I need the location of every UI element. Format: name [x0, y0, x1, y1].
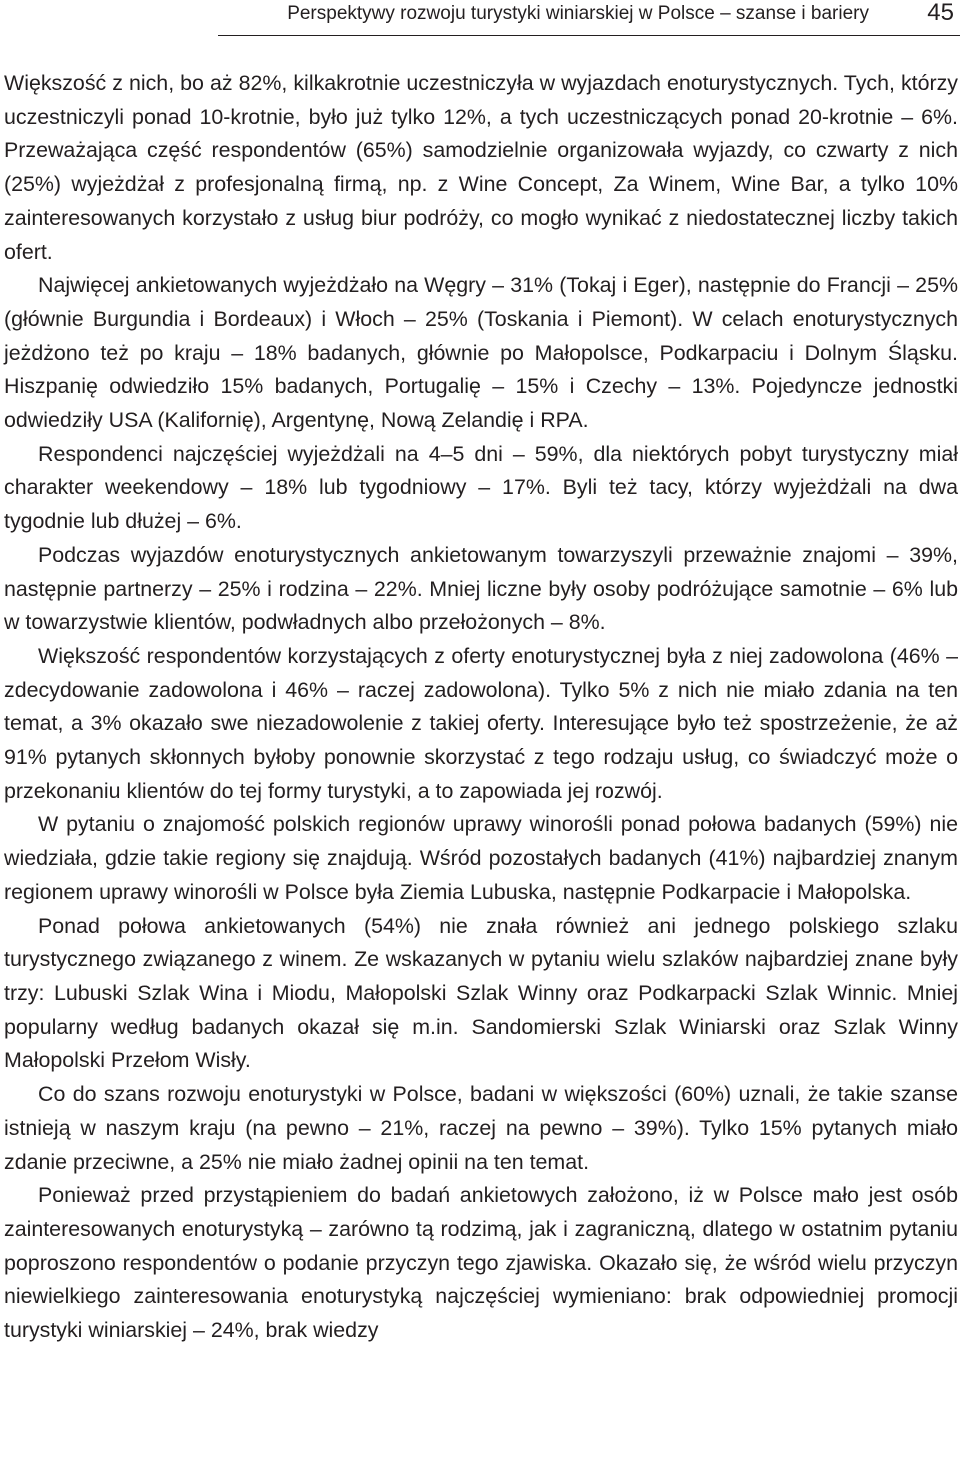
paragraph-3: Respondenci najczęściej wyjeżdżali na 4–5 dni – 59%, dla niektórych pobyt turystyczny miał charakter weekendowy – 18% lub tygodniowy – 17%. Byli też tacy, którzy wyjeżdżali na dwa tygodnie lub dłużej – 6%. — [4, 441, 958, 534]
paragraph-1: Większość z nich, bo aż 82%, kilkakrotnie uczestniczyła w wyjazdach enoturystycznych. Tych, którzy uczestniczyli ponad 10-krotnie, było już tylko 12%, a tych uczestniczących ponad 20-krotnie – 6%. Przeważająca część respondentów (65%) samodzielnie organizowała wyjazdy, co czwarty z nich (25%) wyjeżdżał z profesjonalną firmą, np. z Wine Concept, Za Winem, Wine Bar, a tylko 10% zainteresowanych korzystało z usług biur podróży, co mogło wynikać z niedostatecznej liczby takich ofert. — [4, 71, 958, 264]
paragraph-9: Ponieważ przed przystąpieniem do badań ankietowych założono, iż w Polsce mało jest osób zainteresowanych enoturystyką – zarówno tą rodzimą, jak i zagraniczną, dlatego w ostatnim pytaniu poproszono respondentów o podanie przyczyn tego zjawiska. Okazało się, że wśród wielu przyczyn niewielkiego zainteresowania enoturystyką najczęściej wymieniano: brak odpowiedniej promocji turystyki winiarskiej – 24%, brak wiedzy — [4, 1183, 958, 1343]
paragraph-6: W pytaniu o znajomość polskich regionów uprawy winorośli ponad połowa badanych (59%) nie wiedziała, gdzie takie regiony się znajdują. Wśród pozostałych badanych (41%) najbardziej znanym regionem uprawy winorośli w Polsce była Ziemia Lubuska, następnie Podkarpacie i Małopolska. — [4, 812, 958, 904]
paragraph-2: Najwięcej ankietowanych wyjeżdżało na Węgry – 31% (Tokaj i Eger), następnie do Francji – 25% (głównie Burgundia i Bordeaux) i Włoch – 25% (Toskania i Piemont). W celach enoturystycznych jeżdżono też po kraju – 18% badanych, głównie po Małopolsce, Podkarpaciu i Dolnym Śląsku. Hiszpanię odwiedziło 15% badanych, Portugalię – 15% i Czechy – 13%. Pojedyncze jednostki odwiedziły USA (Kalifornię), Argentynę, Nową Zelandię i RPA. — [4, 273, 958, 433]
body-text — [4, 67, 958, 1348]
header-rule — [218, 35, 960, 36]
running-title: Perspektywy rozwoju turystyki winiarskiej w Polsce – szanse i bariery — [287, 3, 869, 24]
page-number: 45 — [927, 0, 954, 26]
paragraph-8: Co do szans rozwoju enoturystyki w Polsce, badani w większości (60%) uznali, że takie szanse istnieją w naszym kraju (na pewno – 21%, raczej na pewno – 39%). Tylko 15% pytanych miało zdanie przeciwne, a 25% nie miało żadnej opinii na ten temat. — [4, 1082, 958, 1174]
paragraph-4: Podczas wyjazdów enoturystycznych ankietowanym towarzyszyli przeważnie znajomi – 39%, następnie partnerzy – 25% i rodzina – 22%. Mniej liczne były osoby podróżujące samotnie – 6% lub w towarzystwie klientów, podwładnych albo przełożonych – 8%. — [4, 542, 958, 635]
paragraph-7: Ponad połowa ankietowanych (54%) nie znała również ani jednego polskiego szlaku turystycznego związanego z winem. Ze wskazanych w pytaniu wielu szlaków najbardziej znane były trzy: Lubuski Szlak Wina i Miodu, Małopolski Szlak Winny oraz Podkarpacki Szlak Winnic. Mniej popularny według badanych okazał się m.in. Sandomierski Szlak Winiarski oraz Szlak Winny Małopolski Przełom Wisły. — [4, 913, 958, 1073]
paragraph-5: Większość respondentów korzystających z oferty enoturystycznej była z niej zadowolona (46% – zdecydowanie zadowolona i 46% – raczej zadowolona). Tylko 5% z nich nie miało zdania na ten temat, a 3% okazało swe niezadowolenie z takiej oferty. Interesujące było też spostrzeżenie, że aż 91% pytanych skłonnych byłoby ponownie skorzystać z tego rodzaju usług, co świadczyć może o przekonaniu klientów do tej formy turystyki, a to zapowiada jej rozwój. — [4, 643, 958, 803]
running-header — [0, 0, 960, 38]
